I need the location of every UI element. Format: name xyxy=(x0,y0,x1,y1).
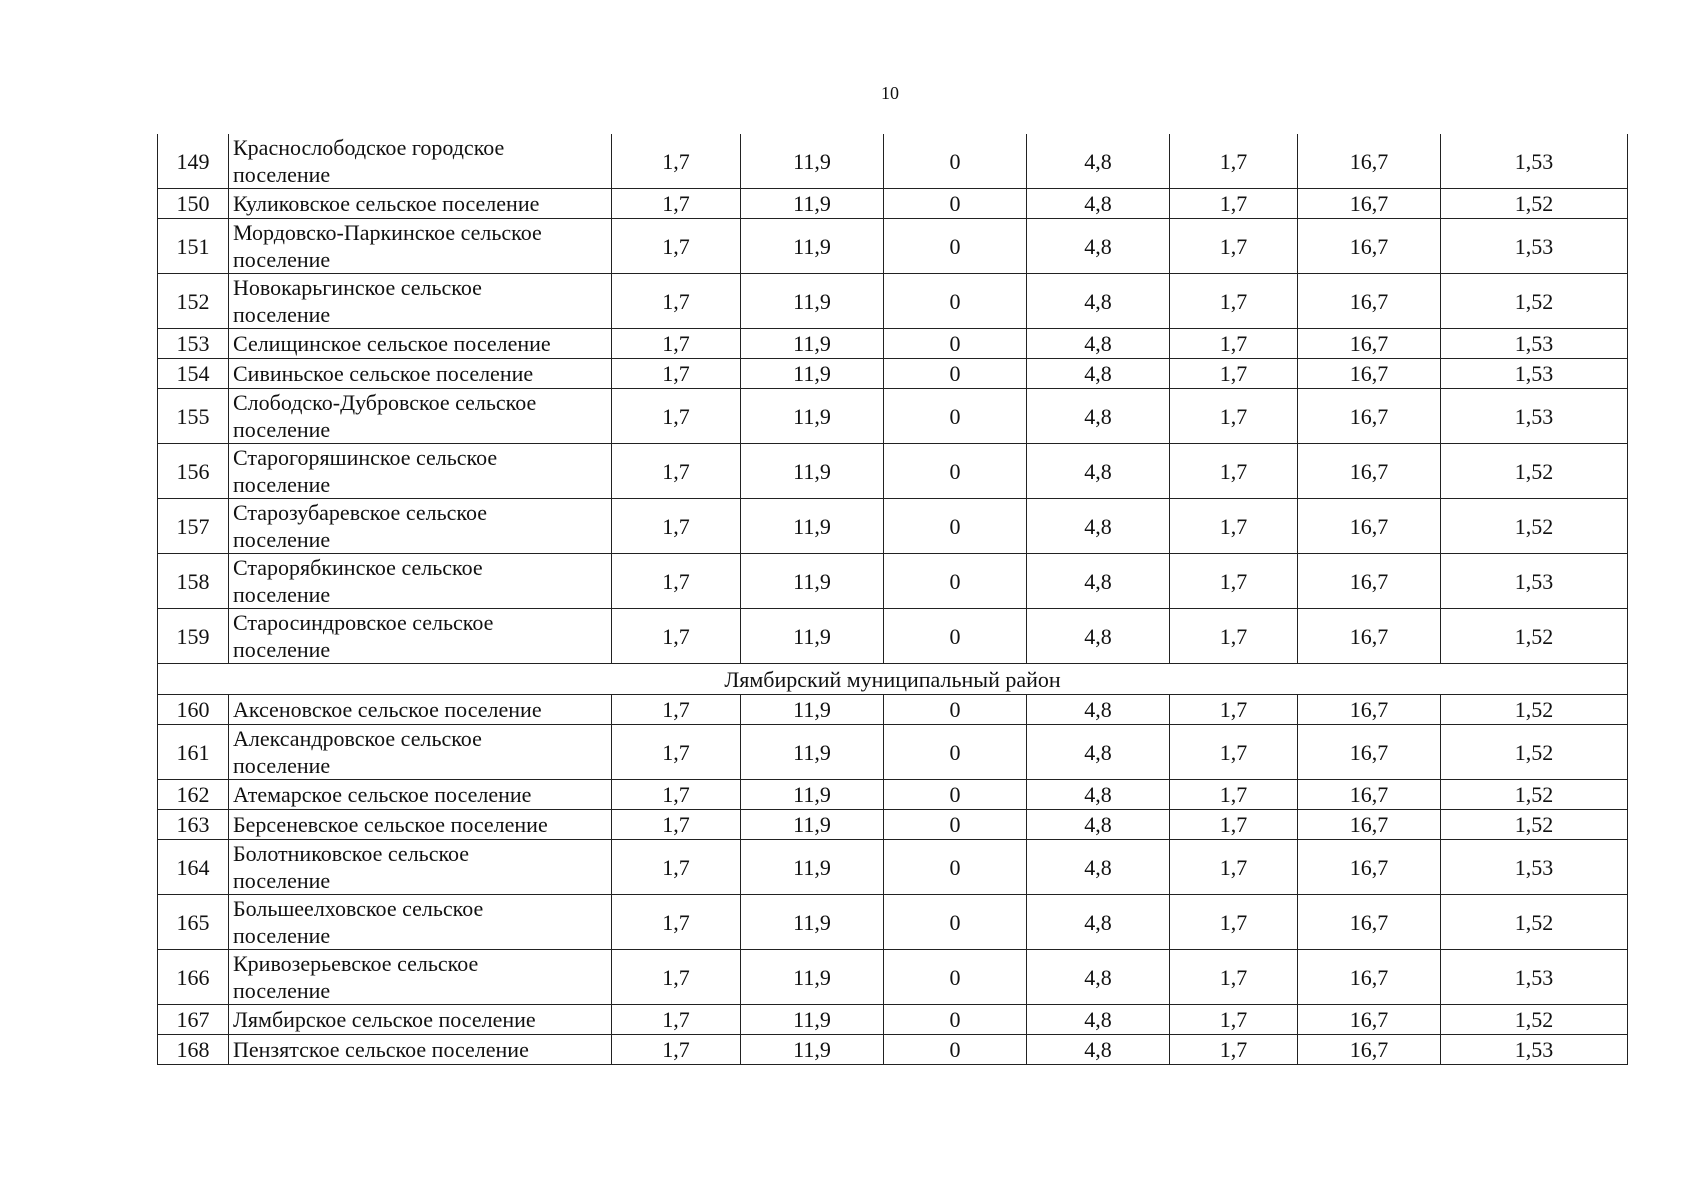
value-col-1: 1,7 xyxy=(612,329,741,359)
table-row xyxy=(158,444,1628,499)
table-body xyxy=(158,134,1628,1065)
value-col-6: 16,7 xyxy=(1298,609,1441,664)
table-row xyxy=(158,189,1628,219)
row-number: 167 xyxy=(158,1005,229,1035)
settlement-name: Александровское сельское поселение xyxy=(229,725,612,780)
value-col-6: 16,7 xyxy=(1298,274,1441,329)
value-col-1: 1,7 xyxy=(612,695,741,725)
row-number: 160 xyxy=(158,695,229,725)
value-col-6: 16,7 xyxy=(1298,499,1441,554)
value-col-7: 1,52 xyxy=(1441,1005,1628,1035)
value-col-5: 1,7 xyxy=(1170,554,1298,609)
settlement-name: Старогоряшинское сельское поселение xyxy=(229,444,612,499)
table-row xyxy=(158,1035,1628,1065)
value-col-4: 4,8 xyxy=(1027,329,1170,359)
value-col-3: 0 xyxy=(884,810,1027,840)
table-row xyxy=(158,810,1628,840)
settlement-name: Сивиньское сельское поселение xyxy=(229,359,612,389)
value-col-3: 0 xyxy=(884,389,1027,444)
table-row xyxy=(158,359,1628,389)
value-col-1: 1,7 xyxy=(612,274,741,329)
settlements-table xyxy=(157,134,1628,1065)
value-col-3: 0 xyxy=(884,1035,1027,1065)
value-col-3: 0 xyxy=(884,359,1027,389)
value-col-3: 0 xyxy=(884,1005,1027,1035)
value-col-6: 16,7 xyxy=(1298,725,1441,780)
value-col-4: 4,8 xyxy=(1027,780,1170,810)
settlement-name: Слободско-Дубровское сельское поселение xyxy=(229,389,612,444)
value-col-1: 1,7 xyxy=(612,1035,741,1065)
value-col-5: 1,7 xyxy=(1170,389,1298,444)
value-col-3: 0 xyxy=(884,840,1027,895)
value-col-3: 0 xyxy=(884,274,1027,329)
row-number: 166 xyxy=(158,950,229,1005)
value-col-5: 1,7 xyxy=(1170,359,1298,389)
value-col-2: 11,9 xyxy=(741,840,884,895)
value-col-1: 1,7 xyxy=(612,810,741,840)
value-col-2: 11,9 xyxy=(741,1005,884,1035)
row-number: 151 xyxy=(158,219,229,274)
settlement-name: Атемарское сельское поселение xyxy=(229,780,612,810)
value-col-7: 1,52 xyxy=(1441,189,1628,219)
value-col-7: 1,53 xyxy=(1441,219,1628,274)
value-col-1: 1,7 xyxy=(612,499,741,554)
value-col-7: 1,53 xyxy=(1441,389,1628,444)
value-col-6: 16,7 xyxy=(1298,329,1441,359)
value-col-7: 1,53 xyxy=(1441,329,1628,359)
value-col-2: 11,9 xyxy=(741,780,884,810)
row-number: 162 xyxy=(158,780,229,810)
value-col-1: 1,7 xyxy=(612,895,741,950)
settlement-name: Старорябкинское сельское поселение xyxy=(229,554,612,609)
value-col-2: 11,9 xyxy=(741,134,884,189)
value-col-7: 1,53 xyxy=(1441,359,1628,389)
value-col-6: 16,7 xyxy=(1298,950,1441,1005)
value-col-1: 1,7 xyxy=(612,189,741,219)
value-col-7: 1,53 xyxy=(1441,134,1628,189)
row-number: 157 xyxy=(158,499,229,554)
table-row xyxy=(158,329,1628,359)
row-number: 161 xyxy=(158,725,229,780)
settlement-name: Новокарьгинское сельское поселение xyxy=(229,274,612,329)
value-col-4: 4,8 xyxy=(1027,554,1170,609)
value-col-5: 1,7 xyxy=(1170,780,1298,810)
value-col-6: 16,7 xyxy=(1298,780,1441,810)
value-col-1: 1,7 xyxy=(612,359,741,389)
settlement-name: Болотниковское сельское поселение xyxy=(229,840,612,895)
value-col-7: 1,52 xyxy=(1441,780,1628,810)
value-col-3: 0 xyxy=(884,444,1027,499)
table-row xyxy=(158,725,1628,780)
value-col-3: 0 xyxy=(884,219,1027,274)
settlement-name: Кривозерьевское сельское поселение xyxy=(229,950,612,1005)
value-col-6: 16,7 xyxy=(1298,359,1441,389)
row-number: 164 xyxy=(158,840,229,895)
value-col-2: 11,9 xyxy=(741,274,884,329)
settlement-name: Селищинское сельское поселение xyxy=(229,329,612,359)
value-col-4: 4,8 xyxy=(1027,444,1170,499)
value-col-2: 11,9 xyxy=(741,695,884,725)
value-col-4: 4,8 xyxy=(1027,499,1170,554)
settlement-name: Краснослободское городское поселение xyxy=(229,134,612,189)
table-row xyxy=(158,1005,1628,1035)
value-col-3: 0 xyxy=(884,134,1027,189)
value-col-2: 11,9 xyxy=(741,359,884,389)
value-col-4: 4,8 xyxy=(1027,219,1170,274)
row-number: 165 xyxy=(158,895,229,950)
value-col-4: 4,8 xyxy=(1027,134,1170,189)
value-col-7: 1,52 xyxy=(1441,444,1628,499)
value-col-5: 1,7 xyxy=(1170,950,1298,1005)
value-col-6: 16,7 xyxy=(1298,840,1441,895)
value-col-6: 16,7 xyxy=(1298,1035,1441,1065)
value-col-4: 4,8 xyxy=(1027,950,1170,1005)
value-col-5: 1,7 xyxy=(1170,895,1298,950)
row-number: 150 xyxy=(158,189,229,219)
table-row xyxy=(158,389,1628,444)
value-col-5: 1,7 xyxy=(1170,695,1298,725)
table-row xyxy=(158,840,1628,895)
value-col-2: 11,9 xyxy=(741,1035,884,1065)
value-col-7: 1,52 xyxy=(1441,609,1628,664)
value-col-1: 1,7 xyxy=(612,840,741,895)
value-col-3: 0 xyxy=(884,554,1027,609)
table-row xyxy=(158,219,1628,274)
value-col-5: 1,7 xyxy=(1170,810,1298,840)
settlement-name: Большеелховское сельское поселение xyxy=(229,895,612,950)
row-number: 158 xyxy=(158,554,229,609)
value-col-5: 1,7 xyxy=(1170,609,1298,664)
value-col-2: 11,9 xyxy=(741,189,884,219)
value-col-6: 16,7 xyxy=(1298,895,1441,950)
value-col-7: 1,53 xyxy=(1441,1035,1628,1065)
value-col-4: 4,8 xyxy=(1027,389,1170,444)
row-number: 168 xyxy=(158,1035,229,1065)
value-col-6: 16,7 xyxy=(1298,134,1441,189)
value-col-1: 1,7 xyxy=(612,134,741,189)
value-col-5: 1,7 xyxy=(1170,840,1298,895)
table-row xyxy=(158,609,1628,664)
value-col-5: 1,7 xyxy=(1170,134,1298,189)
settlement-name: Пензятское сельское поселение xyxy=(229,1035,612,1065)
value-col-4: 4,8 xyxy=(1027,895,1170,950)
value-col-2: 11,9 xyxy=(741,499,884,554)
value-col-1: 1,7 xyxy=(612,609,741,664)
table-row xyxy=(158,134,1628,189)
value-col-3: 0 xyxy=(884,895,1027,950)
value-col-5: 1,7 xyxy=(1170,725,1298,780)
value-col-6: 16,7 xyxy=(1298,695,1441,725)
settlement-name: Куликовское сельское поселение xyxy=(229,189,612,219)
row-number: 152 xyxy=(158,274,229,329)
value-col-3: 0 xyxy=(884,725,1027,780)
value-col-4: 4,8 xyxy=(1027,359,1170,389)
value-col-5: 1,7 xyxy=(1170,219,1298,274)
value-col-7: 1,52 xyxy=(1441,725,1628,780)
value-col-4: 4,8 xyxy=(1027,189,1170,219)
section-title: Лямбирский муниципальный район xyxy=(158,664,1628,695)
value-col-2: 11,9 xyxy=(741,554,884,609)
table-row xyxy=(158,274,1628,329)
value-col-3: 0 xyxy=(884,780,1027,810)
value-col-4: 4,8 xyxy=(1027,1005,1170,1035)
value-col-5: 1,7 xyxy=(1170,444,1298,499)
value-col-7: 1,52 xyxy=(1441,810,1628,840)
value-col-2: 11,9 xyxy=(741,810,884,840)
row-number: 153 xyxy=(158,329,229,359)
value-col-3: 0 xyxy=(884,695,1027,725)
settlement-name: Аксеновское сельское поселение xyxy=(229,695,612,725)
value-col-5: 1,7 xyxy=(1170,274,1298,329)
value-col-5: 1,7 xyxy=(1170,329,1298,359)
value-col-4: 4,8 xyxy=(1027,1035,1170,1065)
value-col-2: 11,9 xyxy=(741,725,884,780)
value-col-5: 1,7 xyxy=(1170,189,1298,219)
value-col-7: 1,53 xyxy=(1441,554,1628,609)
value-col-5: 1,7 xyxy=(1170,499,1298,554)
row-number: 163 xyxy=(158,810,229,840)
value-col-7: 1,52 xyxy=(1441,695,1628,725)
table-row xyxy=(158,780,1628,810)
value-col-1: 1,7 xyxy=(612,444,741,499)
page-number: 10 xyxy=(881,83,899,103)
value-col-7: 1,52 xyxy=(1441,895,1628,950)
value-col-7: 1,52 xyxy=(1441,499,1628,554)
value-col-1: 1,7 xyxy=(612,219,741,274)
settlement-name: Берсеневское сельское поселение xyxy=(229,810,612,840)
value-col-4: 4,8 xyxy=(1027,725,1170,780)
value-col-7: 1,53 xyxy=(1441,840,1628,895)
value-col-1: 1,7 xyxy=(612,780,741,810)
value-col-4: 4,8 xyxy=(1027,695,1170,725)
value-col-4: 4,8 xyxy=(1027,810,1170,840)
value-col-7: 1,52 xyxy=(1441,274,1628,329)
value-col-6: 16,7 xyxy=(1298,554,1441,609)
row-number: 156 xyxy=(158,444,229,499)
settlement-name: Мордовско-Паркинское сельское поселение xyxy=(229,219,612,274)
value-col-1: 1,7 xyxy=(612,1005,741,1035)
value-col-2: 11,9 xyxy=(741,329,884,359)
value-col-1: 1,7 xyxy=(612,389,741,444)
row-number: 159 xyxy=(158,609,229,664)
value-col-2: 11,9 xyxy=(741,389,884,444)
value-col-1: 1,7 xyxy=(612,725,741,780)
value-col-5: 1,7 xyxy=(1170,1005,1298,1035)
row-number: 155 xyxy=(158,389,229,444)
value-col-3: 0 xyxy=(884,189,1027,219)
table-row xyxy=(158,895,1628,950)
value-col-2: 11,9 xyxy=(741,444,884,499)
value-col-4: 4,8 xyxy=(1027,274,1170,329)
value-col-2: 11,9 xyxy=(741,609,884,664)
value-col-1: 1,7 xyxy=(612,950,741,1005)
value-col-3: 0 xyxy=(884,329,1027,359)
value-col-6: 16,7 xyxy=(1298,810,1441,840)
value-col-7: 1,53 xyxy=(1441,950,1628,1005)
value-col-2: 11,9 xyxy=(741,219,884,274)
section-header-row xyxy=(158,664,1628,695)
value-col-6: 16,7 xyxy=(1298,219,1441,274)
row-number: 154 xyxy=(158,359,229,389)
value-col-6: 16,7 xyxy=(1298,444,1441,499)
value-col-3: 0 xyxy=(884,609,1027,664)
value-col-4: 4,8 xyxy=(1027,840,1170,895)
table-row xyxy=(158,950,1628,1005)
table-row xyxy=(158,554,1628,609)
settlement-name: Старосиндровское сельское поселение xyxy=(229,609,612,664)
table-row xyxy=(158,499,1628,554)
value-col-6: 16,7 xyxy=(1298,389,1441,444)
value-col-3: 0 xyxy=(884,950,1027,1005)
row-number: 149 xyxy=(158,134,229,189)
value-col-3: 0 xyxy=(884,499,1027,554)
value-col-5: 1,7 xyxy=(1170,1035,1298,1065)
value-col-4: 4,8 xyxy=(1027,609,1170,664)
table-row xyxy=(158,695,1628,725)
settlement-name: Лямбирское сельское поселение xyxy=(229,1005,612,1035)
value-col-1: 1,7 xyxy=(612,554,741,609)
value-col-2: 11,9 xyxy=(741,895,884,950)
settlement-name: Старозубаревское сельское поселение xyxy=(229,499,612,554)
value-col-2: 11,9 xyxy=(741,950,884,1005)
value-col-6: 16,7 xyxy=(1298,1005,1441,1035)
value-col-6: 16,7 xyxy=(1298,189,1441,219)
